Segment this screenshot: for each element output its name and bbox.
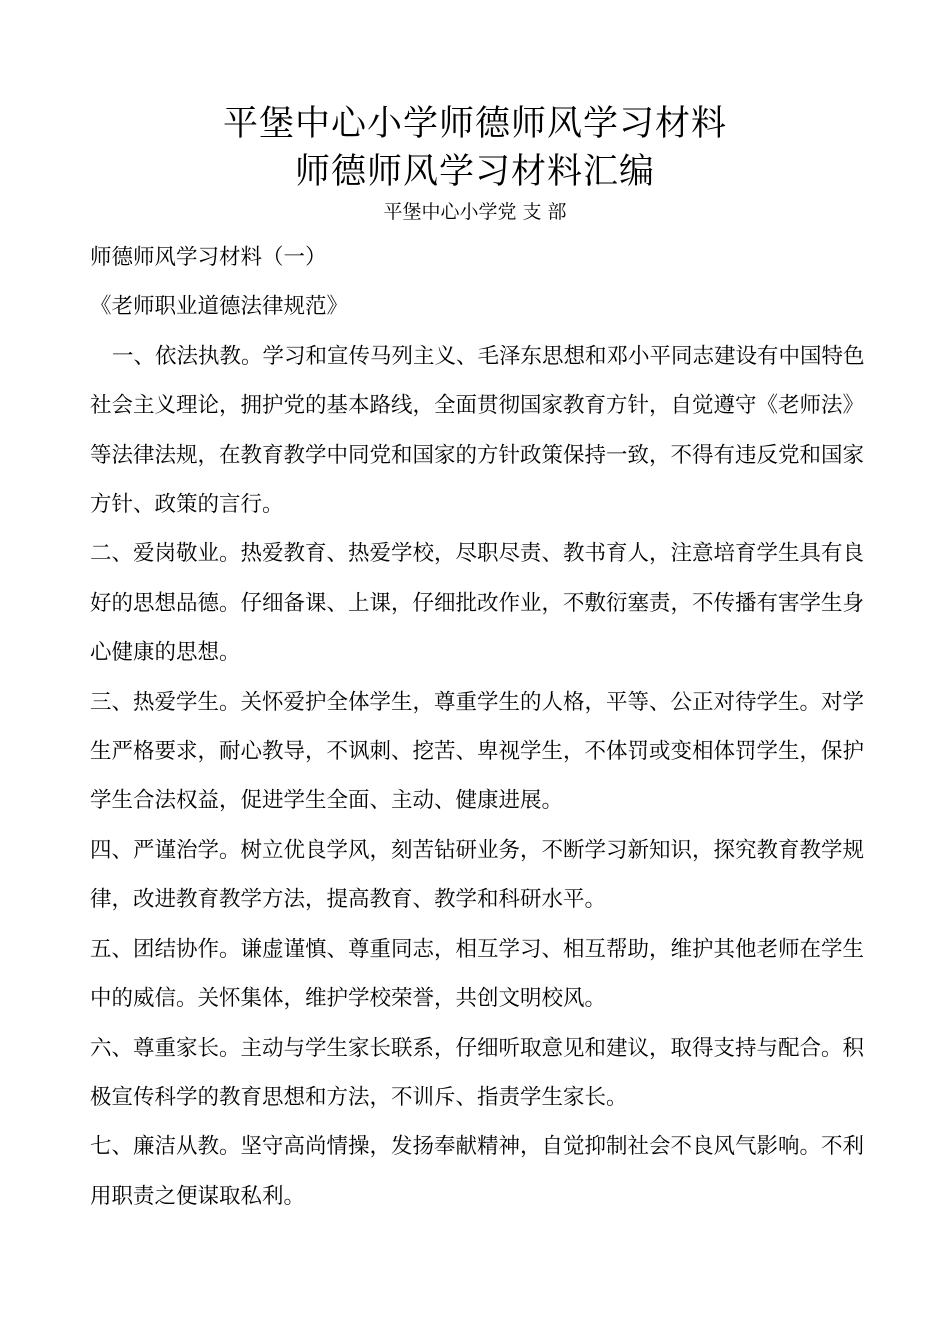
paragraph-7: 七、廉洁从教。坚守高尚情操，发扬奉献精神，自觉抑制社会不良风气影响。不利用职责之便谋取私利。: [90, 1134, 865, 1209]
issuer-line: 平堡中心小学党 支 部: [383, 201, 567, 223]
paragraph-5: 五、团结协作。谦虚谨慎、尊重同志，相互学习、相互帮助，维护其他老师在学生中的威信。关怀集体，维护学校荣誉，共创文明校风。: [90, 936, 865, 1012]
paragraph-6: 六、尊重家长。主动与学生家长联系，仔细听取意见和建议，取得支持与配合。积极宣传科学的教育思想和方法，不训斥、指责学生家长。: [90, 1035, 865, 1110]
section-heading: 师德师风学习材料（一）: [90, 245, 327, 270]
document-body: [90, 233, 870, 1221]
regulation-name: 《老师职业道德法律规范》: [90, 294, 349, 320]
paragraph-1: 一、依法执教。学习和宣传马列主义、毛泽东思想和邓小平同志建设有中国特色社会主义理论，拥护党的基本路线，全面贯彻国家教育方针，自觉遵守《老师法》等法律法规，在教育教学中同党和国家的方针政策保持一致，不得有违反党和国家方针、政策的言行。: [90, 343, 865, 518]
paragraph-3: 三、热爱学生。关怀爱护全体学生，尊重学生的人格，平等、公正对待学生。对学生严格要求，耐心教导，不讽刺、挖苦、卑视学生，不体罚或变相体罚学生，保护学生合法权益，促进学生全面、主动、健康进展。: [90, 689, 865, 814]
document-subtitle-title: 师德师风学习材料汇编: [294, 152, 655, 192]
paragraph-2: 二、爱岗敬业。热爱教育、热爱学校，尽职尽责、教书育人，注意培育学生具有良好的思想品德。仔细备课、上课，仔细批改作业，不敷衍塞责，不传播有害学生身心健康的思想。: [90, 541, 865, 666]
document-title: 平堡中心小学师德师风学习材料: [222, 104, 727, 144]
paragraph-4: 四、严谨治学。树立优良学风，刻苦钻研业务，不断学习新知识，探究教育教学规律，改进教育教学方法，提高教育、教学和科研水平。: [90, 837, 865, 913]
